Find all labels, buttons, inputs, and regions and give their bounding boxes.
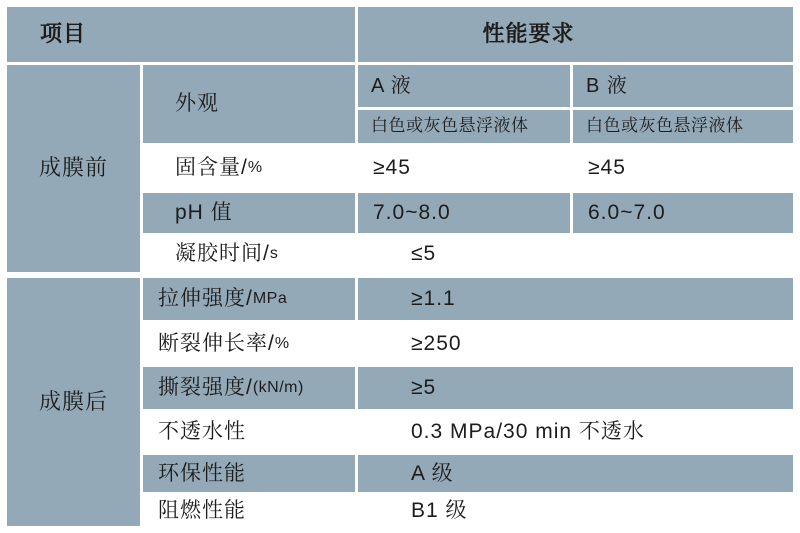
cell-solid-content-a: ≥45 bbox=[358, 146, 570, 190]
label-solid-content bbox=[143, 146, 355, 190]
cell-ph-b: 6.0~7.0 bbox=[573, 193, 793, 233]
label-tear-strength bbox=[143, 367, 355, 409]
label-elongation-at-break bbox=[143, 323, 355, 364]
label-gel-time bbox=[143, 236, 355, 272]
label-text: pH 值 bbox=[175, 201, 233, 225]
label-tensile-strength bbox=[143, 278, 355, 320]
label-unit: (kN/m) bbox=[252, 379, 304, 397]
label-text: 环保性能 bbox=[158, 461, 246, 485]
cell-tear-strength-value: ≥5 bbox=[358, 367, 793, 409]
label-text: 撕裂强度/ bbox=[158, 376, 253, 400]
label-unit: % bbox=[247, 159, 263, 177]
label-environmental-performance bbox=[143, 455, 355, 492]
label-text: 拉伸强度/ bbox=[158, 287, 253, 311]
cell-environmental-value: A 级 bbox=[358, 455, 793, 492]
header-requirement-cell: 性能要求 bbox=[358, 7, 793, 62]
cell-liquid-a-title: A 液 bbox=[358, 65, 570, 107]
spec-table bbox=[7, 7, 793, 526]
label-impermeability bbox=[143, 412, 355, 452]
cell-gel-time-value: ≤5 bbox=[358, 236, 793, 272]
label-text: 不透水性 bbox=[158, 420, 246, 444]
cell-solid-content-b: ≥45 bbox=[573, 146, 793, 190]
label-text: 固含量/ bbox=[175, 156, 248, 180]
label-ph bbox=[143, 193, 355, 233]
label-text: 阻燃性能 bbox=[158, 498, 246, 522]
label-text: 断裂伸长率/ bbox=[158, 331, 275, 355]
cell-ph-a: 7.0~8.0 bbox=[358, 193, 570, 233]
label-unit: s bbox=[269, 245, 279, 263]
header-item-cell: 项目 bbox=[7, 7, 355, 62]
section-label-before-film: 成膜前 bbox=[7, 65, 140, 272]
label-flame-retardancy bbox=[143, 495, 355, 526]
cell-tensile-strength-value: ≥1.1 bbox=[358, 278, 793, 320]
cell-flame-retardancy-value: B1 级 bbox=[358, 495, 793, 526]
cell-liquid-b-title: B 液 bbox=[573, 65, 793, 107]
section-label-after-film: 成膜后 bbox=[7, 278, 140, 526]
label-unit: MPa bbox=[252, 290, 288, 308]
cell-impermeability-value: 0.3 MPa/30 min 不透水 bbox=[358, 412, 793, 452]
label-unit: % bbox=[274, 334, 290, 352]
label-text: 凝胶时间/ bbox=[175, 242, 270, 266]
cell-elongation-value: ≥250 bbox=[358, 323, 793, 364]
cell-liquid-a-appearance: 白色或灰色悬浮液体 bbox=[358, 110, 570, 143]
cell-liquid-b-appearance: 白色或灰色悬浮液体 bbox=[573, 110, 793, 143]
label-appearance: 外观 bbox=[143, 65, 355, 143]
